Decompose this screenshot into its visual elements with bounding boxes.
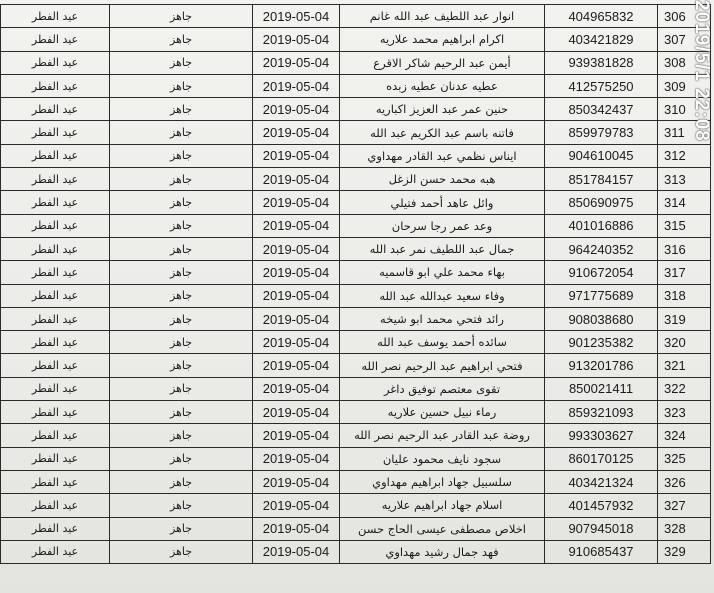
- table-row: [1, 28, 711, 51]
- cell-status: جاهز: [110, 470, 253, 493]
- cell-name: وائل عاهد أحمد فتيلي: [340, 191, 545, 214]
- cell-status: جاهز: [110, 5, 253, 28]
- cell-occasion: عيد الفطر: [1, 284, 110, 307]
- cell-occasion: عيد الفطر: [1, 261, 110, 284]
- cell-occasion: عيد الفطر: [1, 237, 110, 260]
- cell-row-number: 313: [658, 168, 711, 191]
- cell-name: جمال عبد اللطيف نمر عبد الله: [340, 237, 545, 260]
- cell-id-number: 859321093: [545, 401, 658, 424]
- cell-status: جاهز: [110, 401, 253, 424]
- cell-name: هبه محمد حسن الزغل: [340, 168, 545, 191]
- table-row: [1, 540, 711, 563]
- cell-row-number: 312: [658, 144, 711, 167]
- cell-id-number: 907945018: [545, 517, 658, 540]
- cell-date: 2019-05-04: [253, 214, 340, 237]
- cell-id-number: 904610045: [545, 144, 658, 167]
- cell-name: فاتنه باسم عبد الكريم عبد الله: [340, 121, 545, 144]
- cell-name: انوار عبد اللطيف عبد الله غانم: [340, 5, 545, 28]
- cell-id-number: 401457932: [545, 494, 658, 517]
- cell-row-number: 311: [658, 121, 711, 144]
- cell-row-number: 309: [658, 74, 711, 97]
- cell-id-number: 913201786: [545, 354, 658, 377]
- cell-name: اسلام جهاد ابراهيم علاريه: [340, 494, 545, 517]
- cell-date: 2019-05-04: [253, 424, 340, 447]
- cell-date: 2019-05-04: [253, 401, 340, 424]
- cell-date: 2019-05-04: [253, 517, 340, 540]
- cell-id-number: 401016886: [545, 214, 658, 237]
- cell-occasion: عيد الفطر: [1, 307, 110, 330]
- table-row: [1, 5, 711, 28]
- cell-row-number: 316: [658, 237, 711, 260]
- cell-id-number: 910672054: [545, 261, 658, 284]
- cell-id-number: 901235382: [545, 331, 658, 354]
- table-row: [1, 191, 711, 214]
- cell-id-number: 908038680: [545, 307, 658, 330]
- cell-occasion: عيد الفطر: [1, 98, 110, 121]
- cell-occasion: عيد الفطر: [1, 377, 110, 400]
- table-row: [1, 74, 711, 97]
- cell-status: جاهز: [110, 307, 253, 330]
- roster-table: [0, 4, 711, 564]
- cell-date: 2019-05-04: [253, 331, 340, 354]
- cell-date: 2019-05-04: [253, 51, 340, 74]
- photo-timestamp: 2019/5/1 22:08: [691, 0, 712, 142]
- cell-status: جاهز: [110, 168, 253, 191]
- table-row: [1, 331, 711, 354]
- cell-row-number: 325: [658, 447, 711, 470]
- cell-occasion: عيد الفطر: [1, 144, 110, 167]
- cell-status: جاهز: [110, 377, 253, 400]
- cell-date: 2019-05-04: [253, 307, 340, 330]
- table-row: [1, 98, 711, 121]
- cell-id-number: 971775689: [545, 284, 658, 307]
- cell-date: 2019-05-04: [253, 144, 340, 167]
- cell-status: جاهز: [110, 121, 253, 144]
- table-row: [1, 237, 711, 260]
- cell-occasion: عيد الفطر: [1, 517, 110, 540]
- cell-row-number: 322: [658, 377, 711, 400]
- table-row: [1, 214, 711, 237]
- cell-status: جاهز: [110, 354, 253, 377]
- table-row: [1, 401, 711, 424]
- cell-name: سجود نايف محمود عليان: [340, 447, 545, 470]
- table-row: [1, 354, 711, 377]
- cell-occasion: عيد الفطر: [1, 331, 110, 354]
- table-row: [1, 377, 711, 400]
- cell-name: رماء نبيل حسين علاريه: [340, 401, 545, 424]
- cell-date: 2019-05-04: [253, 377, 340, 400]
- cell-name: وفاء سعيد عبدالله عبد الله: [340, 284, 545, 307]
- cell-date: 2019-05-04: [253, 74, 340, 97]
- table-row: [1, 121, 711, 144]
- cell-occasion: عيد الفطر: [1, 5, 110, 28]
- cell-row-number: 326: [658, 470, 711, 493]
- cell-row-number: 323: [658, 401, 711, 424]
- cell-status: جاهز: [110, 517, 253, 540]
- cell-row-number: 308: [658, 51, 711, 74]
- cell-status: جاهز: [110, 214, 253, 237]
- cell-date: 2019-05-04: [253, 28, 340, 51]
- cell-name: سلسبيل جهاد ابراهيم مهداوي: [340, 470, 545, 493]
- cell-name: تقوى معتصم توفيق داغر: [340, 377, 545, 400]
- cell-status: جاهز: [110, 74, 253, 97]
- cell-date: 2019-05-04: [253, 237, 340, 260]
- table-row: [1, 144, 711, 167]
- cell-id-number: 939381828: [545, 51, 658, 74]
- cell-date: 2019-05-04: [253, 5, 340, 28]
- cell-name: بهاء محمد علي ابو قاسميه: [340, 261, 545, 284]
- cell-date: 2019-05-04: [253, 98, 340, 121]
- cell-occasion: عيد الفطر: [1, 121, 110, 144]
- cell-id-number: 850342437: [545, 98, 658, 121]
- table-row: [1, 424, 711, 447]
- cell-name: روضة عبد القادر عبد الرحيم نصر الله: [340, 424, 545, 447]
- cell-date: 2019-05-04: [253, 261, 340, 284]
- cell-date: 2019-05-04: [253, 540, 340, 563]
- cell-name: فتحي ابراهيم عبد الرحيم نصر الله: [340, 354, 545, 377]
- cell-id-number: 850021411: [545, 377, 658, 400]
- cell-status: جاهز: [110, 144, 253, 167]
- cell-name: أيمن عبد الرحيم شاكر الاقرع: [340, 51, 545, 74]
- cell-status: جاهز: [110, 540, 253, 563]
- cell-date: 2019-05-04: [253, 168, 340, 191]
- cell-row-number: 314: [658, 191, 711, 214]
- cell-occasion: عيد الفطر: [1, 28, 110, 51]
- cell-status: جاهز: [110, 284, 253, 307]
- cell-occasion: عيد الفطر: [1, 191, 110, 214]
- cell-occasion: عيد الفطر: [1, 470, 110, 493]
- cell-name: سائده أحمد يوسف عبد الله: [340, 331, 545, 354]
- cell-name: حنين عمر عبد العزيز اكباريه: [340, 98, 545, 121]
- cell-row-number: 328: [658, 517, 711, 540]
- cell-status: جاهز: [110, 261, 253, 284]
- cell-id-number: 993303627: [545, 424, 658, 447]
- cell-name: ايناس نظمي عبد القادر مهداوي: [340, 144, 545, 167]
- cell-id-number: 403421829: [545, 28, 658, 51]
- cell-status: جاهز: [110, 51, 253, 74]
- cell-occasion: عيد الفطر: [1, 354, 110, 377]
- table-row: [1, 470, 711, 493]
- cell-id-number: 403421324: [545, 470, 658, 493]
- cell-status: جاهز: [110, 424, 253, 447]
- cell-id-number: 851784157: [545, 168, 658, 191]
- cell-id-number: 850690975: [545, 191, 658, 214]
- cell-name: رائد فتحي محمد ابو شيخه: [340, 307, 545, 330]
- cell-date: 2019-05-04: [253, 284, 340, 307]
- cell-occasion: عيد الفطر: [1, 51, 110, 74]
- cell-row-number: 324: [658, 424, 711, 447]
- table-row: [1, 168, 711, 191]
- cell-date: 2019-05-04: [253, 470, 340, 493]
- cell-date: 2019-05-04: [253, 354, 340, 377]
- cell-status: جاهز: [110, 494, 253, 517]
- cell-status: جاهز: [110, 28, 253, 51]
- cell-occasion: عيد الفطر: [1, 168, 110, 191]
- cell-row-number: 321: [658, 354, 711, 377]
- cell-occasion: عيد الفطر: [1, 401, 110, 424]
- cell-id-number: 412575250: [545, 74, 658, 97]
- cell-row-number: 320: [658, 331, 711, 354]
- cell-name: عطيه عدنان عطيه زبده: [340, 74, 545, 97]
- cell-status: جاهز: [110, 191, 253, 214]
- cell-date: 2019-05-04: [253, 447, 340, 470]
- table-row: [1, 51, 711, 74]
- cell-status: جاهز: [110, 98, 253, 121]
- roster-body: [1, 5, 711, 564]
- table-row: [1, 494, 711, 517]
- cell-occasion: عيد الفطر: [1, 447, 110, 470]
- cell-name: اكرام ابراهيم محمد علاريه: [340, 28, 545, 51]
- cell-date: 2019-05-04: [253, 121, 340, 144]
- cell-row-number: 317: [658, 261, 711, 284]
- cell-name: فهد جمال رشيد مهداوي: [340, 540, 545, 563]
- cell-status: جاهز: [110, 447, 253, 470]
- cell-id-number: 910685437: [545, 540, 658, 563]
- cell-occasion: عيد الفطر: [1, 494, 110, 517]
- cell-date: 2019-05-04: [253, 494, 340, 517]
- cell-id-number: 404965832: [545, 5, 658, 28]
- table-row: [1, 447, 711, 470]
- cell-row-number: 310: [658, 98, 711, 121]
- cell-occasion: عيد الفطر: [1, 74, 110, 97]
- table-row: [1, 261, 711, 284]
- cell-id-number: 964240352: [545, 237, 658, 260]
- table-row: [1, 307, 711, 330]
- cell-row-number: 306: [658, 5, 711, 28]
- cell-status: جاهز: [110, 237, 253, 260]
- cell-name: وعد عمر رجا سرحان: [340, 214, 545, 237]
- cell-row-number: 319: [658, 307, 711, 330]
- table-row: [1, 517, 711, 540]
- cell-row-number: 329: [658, 540, 711, 563]
- cell-row-number: 327: [658, 494, 711, 517]
- table-row: [1, 284, 711, 307]
- cell-occasion: عيد الفطر: [1, 540, 110, 563]
- cell-name: اخلاص مصطفى عيسى الحاج حسن: [340, 517, 545, 540]
- cell-date: 2019-05-04: [253, 191, 340, 214]
- cell-row-number: 318: [658, 284, 711, 307]
- cell-id-number: 859979783: [545, 121, 658, 144]
- cell-id-number: 860170125: [545, 447, 658, 470]
- cell-occasion: عيد الفطر: [1, 424, 110, 447]
- cell-status: جاهز: [110, 331, 253, 354]
- cell-row-number: 307: [658, 28, 711, 51]
- cell-occasion: عيد الفطر: [1, 214, 110, 237]
- cell-row-number: 315: [658, 214, 711, 237]
